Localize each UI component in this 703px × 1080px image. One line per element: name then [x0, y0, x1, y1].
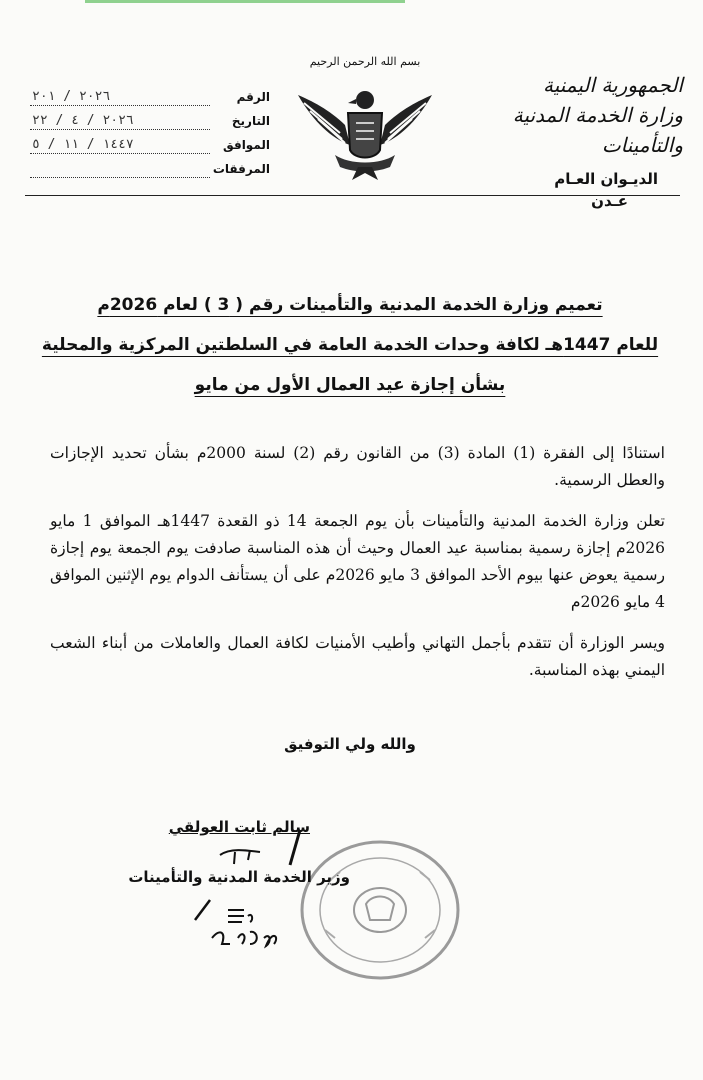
letterhead-ministry — [483, 70, 683, 212]
attachments-row — [30, 157, 270, 181]
paragraph-announcement: تعلن وزارة الخدمة المدنية والتأمينات بأن يوم الجمعة 14 ذو القعدة 1447هـ الموافق 1 مايو 2026م إجازة رسمية بمناسبة عيد العمال وحيث أن هذه المناسبة صادفت يوم الجمعة يوم إجازة رسمية يعوض عنها بيوم الأحد الموافق 3 مايو 2026م على أن يستأنف الدوام يوم الإثنين الموافق 4 مايو 2026م — [50, 512, 665, 611]
closing-phrase: والله ولي التوفيق — [284, 735, 416, 753]
corresponding-row — [30, 133, 270, 157]
country-name: الجمهورية اليمنية — [542, 73, 683, 97]
title-line-3: بشأن إجازة عيد العمال الأول من مايو — [194, 375, 506, 395]
paragraph-legal-basis: استنادًا إلى الفقرة (1) المادة (3) من القانون رقم (2) لسنة 2000م بشأن تحديد الإجازات والعطل الرسمية. — [50, 444, 665, 489]
circular-title — [40, 285, 660, 405]
corresponding-label: الموافق — [223, 138, 270, 152]
city-name: عـدن — [591, 192, 628, 210]
ref-number-value: ٢٠٢٦ / ٢٠١ — [30, 89, 210, 106]
attachments-label: المرفقات — [212, 162, 270, 176]
ministry-name: وزارة الخدمة المدنية والتأمينات — [512, 103, 683, 157]
ref-number-label: الرقم — [236, 90, 270, 104]
top-edge-strip — [85, 0, 405, 3]
date-row — [30, 109, 270, 133]
reference-fields — [30, 85, 270, 181]
handwritten-signature-icon — [150, 820, 330, 960]
national-emblem — [290, 55, 440, 195]
corresponding-value: ١٤٤٧ / ١١ / ٥ — [30, 137, 210, 154]
title-line-2: للعام 1447هـ لكافة وحدات الخدمة العامة في السلطتين المركزية والمحلية — [41, 335, 659, 355]
office-name: الديـوان العـام — [554, 170, 658, 188]
date-value: ٢٠٢٦ / ٤ / ٢٢ — [30, 113, 210, 130]
basmala: بسم الله الرحمن الرحيم — [309, 55, 421, 68]
date-label: التاريخ — [231, 114, 270, 128]
ref-number-row — [30, 85, 270, 109]
header-divider — [25, 195, 680, 196]
eagle-emblem-icon — [290, 55, 440, 195]
attachments-value — [30, 161, 210, 178]
paragraph-congratulations: ويسر الوزارة أن تتقدم بأجمل التهاني وأطيب الأمنيات لكافة العمال والعاملات من أبناء الشعب اليمني بهذه المناسبة. — [50, 634, 665, 679]
title-line-1: تعميم وزارة الخدمة المدنية والتأمينات رقم ( 3 ) لعام 2026م — [97, 295, 603, 315]
signatory-name: سالم ثابت العولقي — [168, 818, 310, 836]
circular-body — [50, 440, 665, 698]
signatory-title: وزير الخدمة المدنية والتأمينات — [128, 868, 350, 886]
